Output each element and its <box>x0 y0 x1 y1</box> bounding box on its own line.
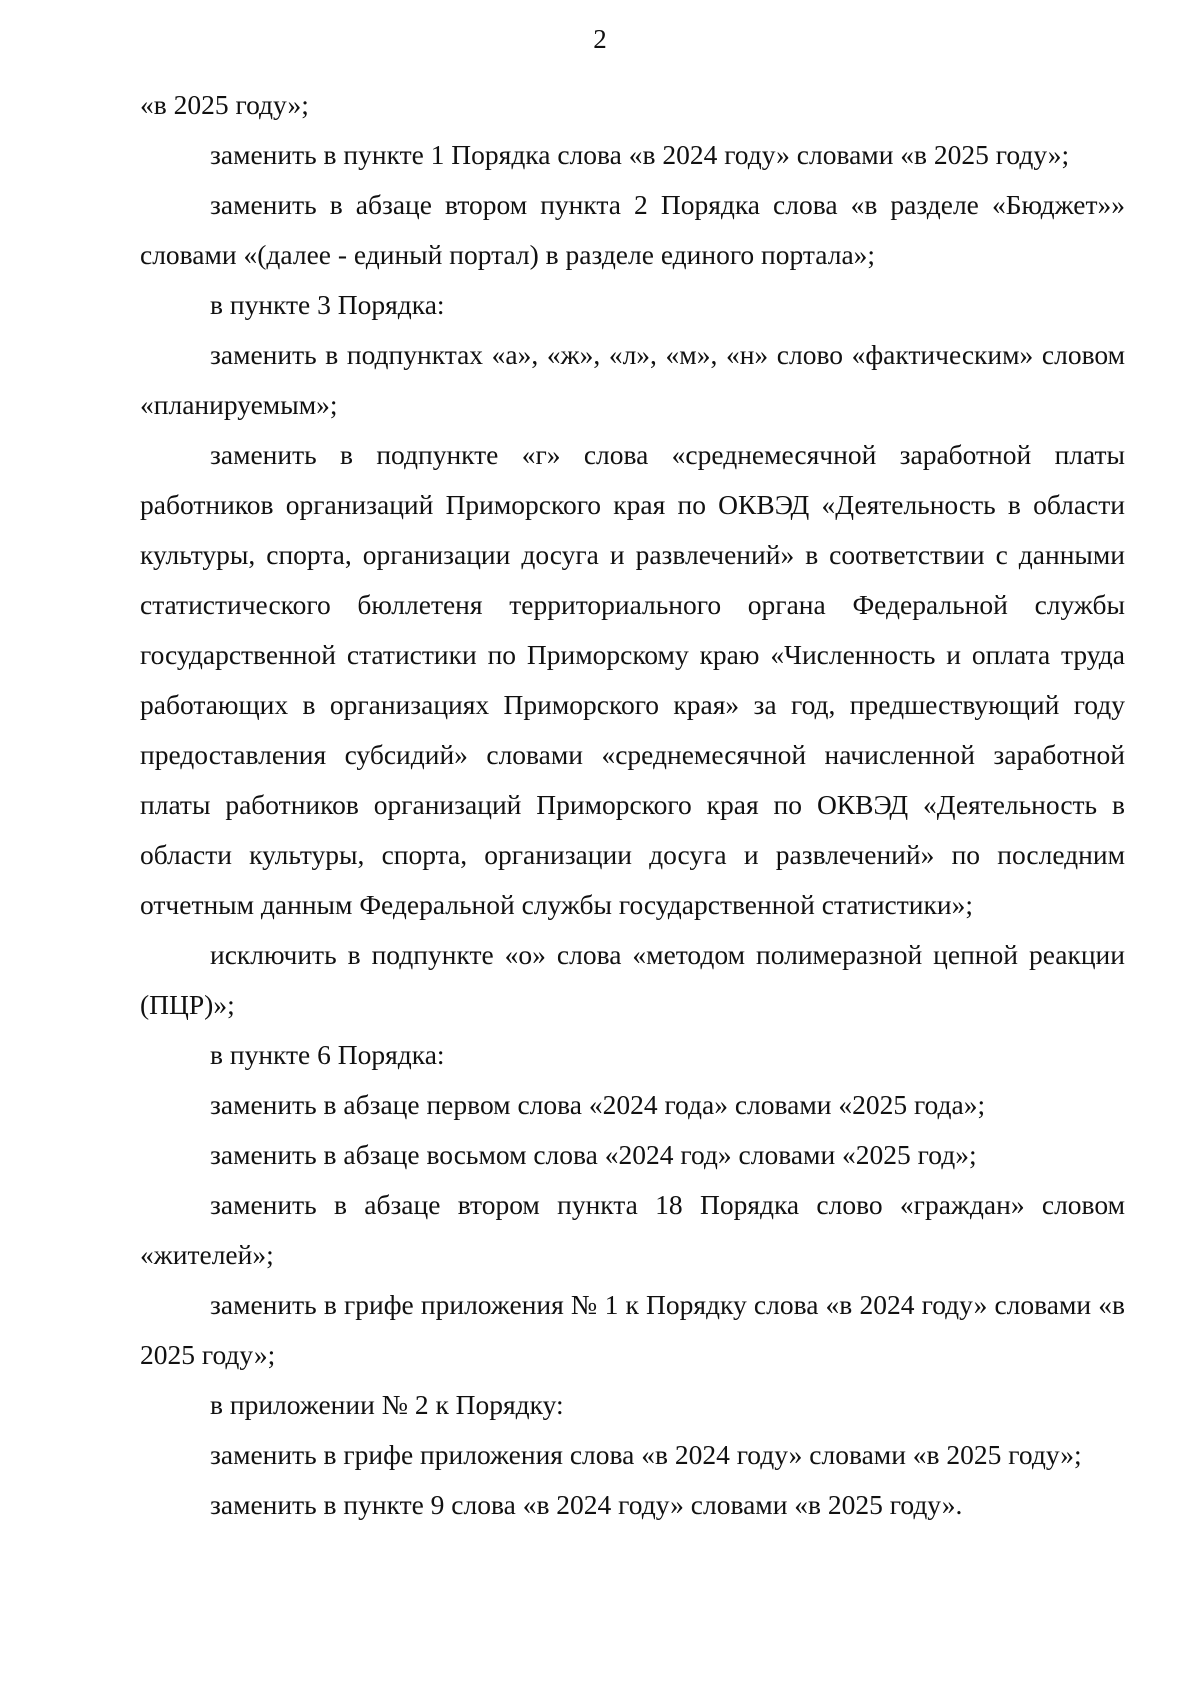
document-body <box>140 80 1125 1530</box>
paragraph: в пункте 3 Порядка: <box>210 289 445 320</box>
paragraph: заменить в пункте 9 слова «в 2024 году» словами «в 2025 году». <box>210 1489 963 1520</box>
paragraph: заменить в абзаце втором пункта 18 Порядка слово «граждан» словом «жителей»; <box>140 1189 1125 1270</box>
paragraph-continuation: «в 2025 году»; <box>140 89 309 120</box>
paragraph: заменить в абзаце первом слова «2024 года» словами «2025 года»; <box>210 1089 986 1120</box>
paragraph: исключить в подпункте «о» слова «методом полимеразной цепной реакции (ПЦР)»; <box>140 939 1125 1020</box>
paragraph: заменить в грифе приложения № 1 к Порядку слова «в 2024 году» словами «в 2025 году»; <box>140 1289 1125 1370</box>
paragraph: в приложении № 2 к Порядку: <box>210 1389 564 1420</box>
paragraph: в пункте 6 Порядка: <box>210 1039 445 1070</box>
paragraph: заменить в подпунктах «а», «ж», «л», «м», «н» слово «фактическим» словом «планируемым»; <box>140 339 1125 420</box>
paragraph: заменить в подпункте «г» слова «среднемесячной заработной платы работников организаций Приморского края по ОКВЭД «Деятельность в области культуры, спорта, организации досуга и развлечений» в соответствии с данными статистического бюллетеня территориального органа Федеральной службы государственной статистики по Приморскому краю «Численность и оплата труда работающих в организациях Приморского края» за год, предшествующий году предоставления субсидий» словами «среднемесячной начисленной заработной платы работников организаций Приморского края по ОКВЭД «Деятельность в области культуры, спорта, организации досуга и развлечений» по последним отчетным данным Федеральной службы государственной статистики»; <box>140 439 1125 920</box>
page-number: 2 <box>593 24 607 54</box>
paragraph: заменить в грифе приложения слова «в 2024 году» словами «в 2025 году»; <box>210 1439 1082 1470</box>
paragraph: заменить в абзаце восьмом слова «2024 год» словами «2025 год»; <box>210 1139 977 1170</box>
paragraph: заменить в абзаце втором пункта 2 Порядка слова «в разделе «Бюджет»» словами «(далее - единый портал) в разделе единого портала»; <box>140 189 1125 270</box>
paragraph: заменить в пункте 1 Порядка слова «в 2024 году» словами «в 2025 году»; <box>210 139 1070 170</box>
